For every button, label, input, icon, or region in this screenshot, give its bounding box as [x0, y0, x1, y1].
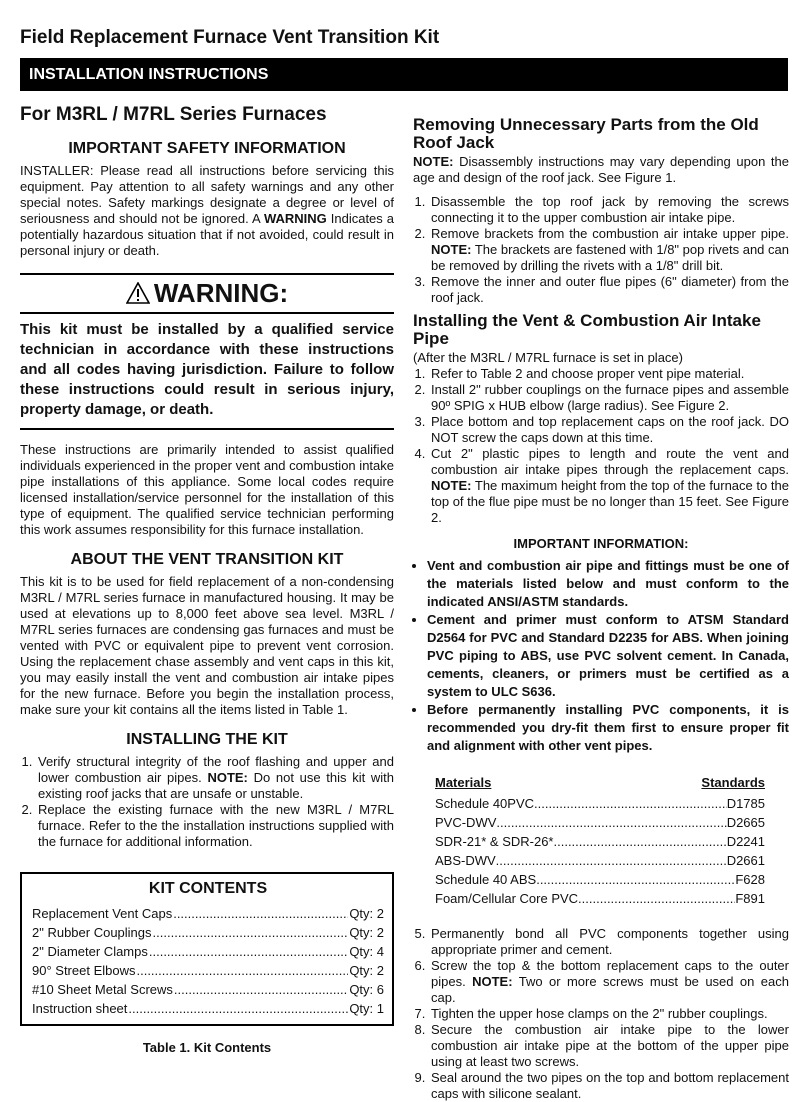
vent-steps — [413, 366, 789, 526]
safety-heading: IMPORTANT SAFETY INFORMATION — [68, 140, 346, 157]
vent-step: 3. Place bottom and top replacement caps on the roof jack. DO NOT screw the caps down at this time. — [429, 414, 789, 446]
std-row: PVC-DWV ..... D2665 — [435, 813, 765, 832]
install-step: 2. Replace the existing furnace with the new M3RL / M7RL furnace. Refer to the the installation instructions supplied with the furnace for additional information. — [36, 802, 394, 850]
std-row: SDR-21* & SDR-26* ..... D2241 — [435, 832, 765, 851]
std-table-header: Materials Standards — [435, 775, 765, 790]
remove-step: 2. Remove brackets from the combustion air intake upper pipe. NOTE: The brackets are fastened with 1/8" pop rivets and can be removed by drilling the rivets with a 1/8" drill bit. — [429, 226, 789, 274]
warning-triangle-icon — [126, 282, 150, 304]
vent-subheading: (After the M3RL / M7RL furnace is set in place) — [413, 350, 683, 365]
document-title: Field Replacement Furnace Vent Transition Kit — [20, 27, 440, 48]
final-step: 8. Secure the combustion air intake pipe to the lower combustion air intake pipe at the bottom of the upper pipe using at least two screws. — [429, 1022, 789, 1070]
kit-table-caption: Table 1. Kit Contents — [142, 1040, 272, 1055]
std-row: Schedule 40 ABS ..... F628 — [435, 870, 765, 889]
bullet-item: • Before permanently installing PVC components, it is recommended you dry-fit them first to ensure proper fit and alignment with other vent pipes. — [427, 701, 789, 755]
install-heading: INSTALLING THE KIT — [126, 731, 288, 748]
right-column — [413, 100, 789, 1102]
important-info-heading: IMPORTANT INFORMATION: — [513, 536, 689, 551]
final-step: 5. Permanently bond all PVC components together using appropriate primer and cement. — [429, 926, 789, 958]
about-heading: ABOUT THE VENT TRANSITION KIT — [70, 551, 344, 568]
kit-contents-heading: KIT CONTENTS — [148, 880, 268, 897]
bullet-item: • Cement and primer must conform to ATSM Standard D2564 for PVC and Standard D2235 for ABS. When joining PVC piping to ABS, use PVC solvent cement. In Canada, cements, cleaners, or primers must be certified as a system to ULC S636. — [427, 611, 789, 701]
kit-row: 2" Diameter Clamps ..... Qty: 4 — [32, 942, 384, 961]
vent-step: 4. Cut 2" plastic pipes to length and route the vent and combustion air intake pipes through the replacement caps. NOTE: The maximum height from the top of the furnace to the top of the flue pipe must be no longer than 15 feet. See Figure 2. — [429, 446, 789, 526]
series-title: For M3RL / M7RL Series Furnaces — [20, 104, 327, 125]
left-column — [20, 100, 394, 1055]
final-step: 7. Tighten the upper hose clamps on the 2" rubber couplings. — [429, 1006, 789, 1022]
remove-heading: Removing Unnecessary Parts from the Old Roof Jack — [413, 115, 759, 152]
materials-standards-table — [435, 775, 765, 908]
install-steps — [20, 754, 394, 850]
final-step: 6. Screw the top & the bottom replacement caps to the outer pipes. NOTE: Two or more screws must be used on each cap. — [429, 958, 789, 1006]
safety-text: INSTALLER: Please read all instructions before servicing this equipment. Pay attention to all safety warnings and any other special notes. Safety markings designate a degree or level of seriousness and should not be ignored. A WARNING Indicates a potentially hazardous situation that if not avoided, could result in personal injury or death. — [20, 163, 394, 258]
remove-step: 1. Disassemble the top roof jack by removing the screws connecting it to the upper combustion air intake pipe. — [429, 194, 789, 226]
final-step: 9. Seal around the two pipes on the top and bottom replacement caps with silicone sealant. — [429, 1070, 789, 1102]
std-row: Schedule 40PVC ..... D1785 — [435, 794, 765, 813]
kit-row: Replacement Vent Caps ..... Qty: 2 — [32, 904, 384, 923]
vent-step: 2. Install 2" rubber couplings on the furnace pipes and assemble 90º SPIG x HUB elbow (large radius). See Figure 2. — [429, 382, 789, 414]
about-text: This kit is to be used for field replacement of a non-condensing M3RL / M7RL series furnace in manufactured housing. It may be used at elevations up to 8,000 feet above sea level. M3RL / M7RL series furnaces are condensing gas furnaces and must be vented with PVC or equivalent pipe to prevent vent corrosion. Using the replacement chase assembly and vent caps in this kit, you may easily install the vent and combustion air intake pipes for the new furnace. Before you begin the installation process, make sure your kit contains all the items listed in Table 1. — [20, 574, 394, 717]
vent-step: 1. Refer to Table 2 and choose proper vent pipe material. — [429, 366, 789, 382]
final-steps — [413, 926, 789, 1102]
warning-title: WARNING: — [20, 273, 394, 314]
instructions-banner: INSTALLATION INSTRUCTIONS — [20, 58, 788, 91]
bullet-item: • Vent and combustion air pipe and fittings must be one of the materials listed below and must conform to the indicated ANSI/ASTM standards. — [427, 557, 789, 611]
std-row: ABS-DWV ..... D2661 — [435, 851, 765, 870]
std-row: Foam/Cellular Core PVC ..... F891 — [435, 889, 765, 908]
kit-row: 90° Street Elbows ..... Qty: 2 — [32, 961, 384, 980]
remove-note: NOTE: Disassembly instructions may vary depending upon the age and design of the roof jack. See Figure 1. — [413, 154, 789, 185]
vent-heading: Installing the Vent & Combustion Air Intake Pipe — [413, 311, 761, 348]
kit-row: #10 Sheet Metal Screws ..... Qty: 6 — [32, 980, 384, 999]
remove-step: 3. Remove the inner and outer flue pipes (6" diameter) from the roof jack. — [429, 274, 789, 306]
intro-text: These instructions are primarily intended to assist qualified individuals experienced in the proper vent and combustion intake pipe installations of this appliance. Some local codes require licensed installation/service personnel for the installation of this type of equipment. The qualified service technician performing this work assumes responsibility for this furnace installation. — [20, 442, 394, 537]
warning-text: This kit must be installed by a qualified service technician in accordance with these instructions and all codes having jurisdiction. Failure to follow these instructions could result in serious injury, property damage, or death. — [20, 320, 394, 430]
kit-contents-table — [20, 872, 394, 1026]
kit-row: 2" Rubber Couplings ..... Qty: 2 — [32, 923, 384, 942]
kit-row: Instruction sheet ..... Qty: 1 — [32, 999, 384, 1018]
important-bullets — [413, 557, 789, 755]
install-step: 1. Verify structural integrity of the roof flashing and upper and lower combustion air pipes. NOTE: Do not use this kit with existing roof jacks that are unsafe or unstable. — [36, 754, 394, 802]
remove-steps — [413, 194, 789, 306]
